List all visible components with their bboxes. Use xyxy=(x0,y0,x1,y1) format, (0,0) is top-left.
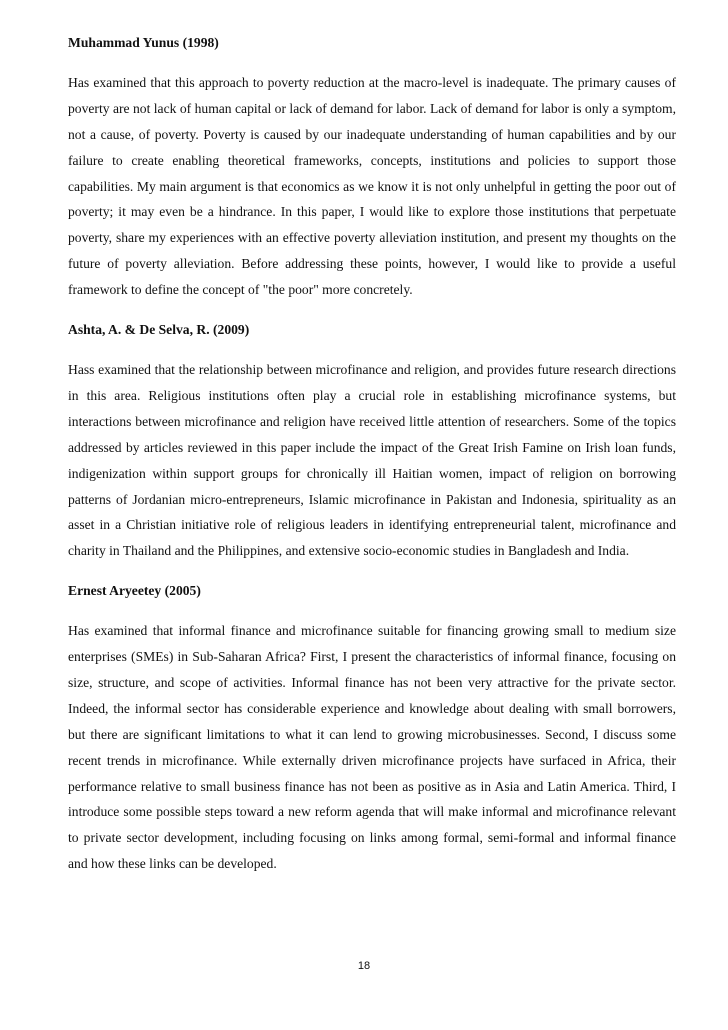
section-body-yunus: Has examined that this approach to poverty reduction at the macro-level is inadequate. The primary causes of poverty are not lack of human capital or lack of demand for labor. Lack of demand for labor is only a symptom, not a cause, of poverty. Poverty is caused by our inadequate understanding of human capabilities and by our failure to create enabling theoretical frameworks, concepts, institutions and policies to support those capabilities. My main argument is that economics as we know it is not only unhelpful in getting the poor out of poverty; it may even be a hindrance. In this paper, I would like to explore those institutions that perpetuate poverty, share my experiences with an effective poverty alleviation institution, and present my thoughts on the future of poverty alleviation. Before addressing these points, however, I would like to provide a useful framework to define the concept of "the poor" more concretely. xyxy=(68,74,676,298)
section-body-aryeetey: Has examined that informal finance and microfinance suitable for financing growing small to medium size enterprises (SMEs) in Sub-Saharan Africa? First, I present the characteristics of informal finance, focusing on size, structure, and scope of activities. Informal finance has not been very attractive for the private sector. Indeed, the informal sector has considerable experience and knowledge about dealing with small borrowers, but there are significant limitations to what it can lend to growing microbusinesses. Second, I discuss some recent trends in microfinance. While externally driven microfinance projects have surfaced in Africa, their performance relative to small business finance has not been as positive as in Asia and Latin America. Third, I introduce some possible steps toward a new reform agenda that will make informal and microfinance relevant to private sector development, including focusing on links among formal, semi-formal and informal finance and how these links can be developed. xyxy=(68,623,676,872)
page-number: 18 xyxy=(357,960,371,972)
section-heading-ashta: Ashta, A. & De Selva, R. (2009) xyxy=(68,322,250,338)
section-body-ashta: Hass examined that the relationship between microfinance and religion, and provides future research directions in this area. Religious institutions often play a crucial role in establishing microfinance systems, but interactions between microfinance and religion have received little attention of researchers. Some of the topics addressed by articles reviewed in this paper include the impact of the Great Irish Famine on Irish loan funds, indigenization within support groups for chronically ill Haitian women, impact of religion on borrowing patterns of Jordanian micro-entrepreneurs, Islamic microfinance in Pakistan and Indonesia, spirituality as an asset in a Christian initiative role of religious leaders in identifying entrepreneurial talent, microfinance and charity in Thailand and the Philippines, and extensive socio-economic studies in Bangladesh and India. xyxy=(68,361,676,559)
section-heading-aryeetey: Ernest Aryeetey (2005) xyxy=(68,583,201,599)
section-heading-yunus: Muhammad Yunus (1998) xyxy=(68,35,219,50)
page-content xyxy=(68,30,676,891)
